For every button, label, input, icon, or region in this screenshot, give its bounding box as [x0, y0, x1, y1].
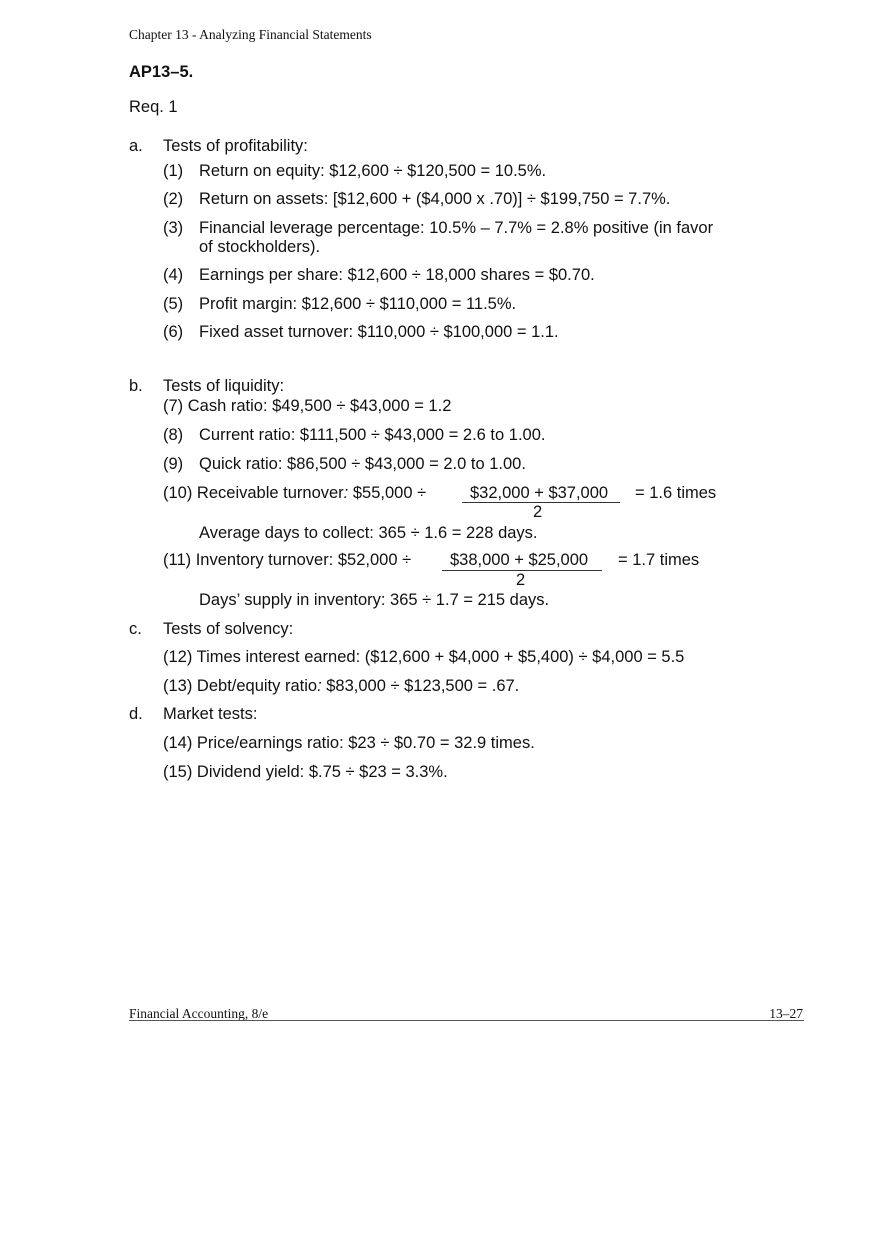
item-result: = 1.7 times — [618, 551, 700, 569]
item-times-interest: (12) Times interest earned: ($12,600 + $4,000 + $5,400) ÷ $4,000 = 5.5 — [163, 648, 685, 666]
item-text: Quick ratio: $86,500 ÷ $43,000 = 2.0 to 1.00. — [199, 455, 526, 473]
problem-title: AP13–5. — [129, 63, 194, 81]
item-subline: Average days to collect: 365 ÷ 1.6 = 228 days. — [199, 524, 538, 542]
footer-book-title: Financial Accounting, 8/e — [129, 1006, 269, 1021]
item-rest: $55,000 ÷ — [348, 484, 427, 502]
item-text: Fixed asset turnover: $110,000 ÷ $100,000 = 1.1. — [199, 323, 559, 341]
section-c-heading: Tests of solvency: — [163, 620, 294, 638]
requirement-label: Req. 1 — [129, 98, 178, 116]
fraction-numerator: $32,000 + $37,000 — [470, 484, 609, 502]
section-b-heading: Tests of liquidity: — [163, 377, 285, 395]
section-a-letter: a. — [129, 137, 143, 155]
item-number: (2) — [163, 190, 184, 208]
item-text-continued: of stockholders). — [199, 238, 321, 256]
section-c-letter: c. — [129, 620, 142, 638]
section-a-heading: Tests of profitability: — [163, 137, 308, 155]
item-number: (5) — [163, 295, 184, 313]
item-number: (3) — [163, 219, 184, 237]
item-colon: : — [317, 677, 322, 695]
fraction-numerator: $38,000 + $25,000 — [450, 551, 589, 569]
item-text: Return on assets: [$12,600 + ($4,000 x .70)] ÷ $199,750 = 7.7%. — [199, 190, 671, 208]
section-b-letter: b. — [129, 377, 143, 395]
item-lead: (10) Receivable turnover — [163, 484, 344, 502]
item-debt-equity — [163, 677, 519, 696]
item-lead: (13) Debt/equity ratio — [163, 677, 318, 695]
item-price-earnings: (14) Price/earnings ratio: $23 ÷ $0.70 = 32.9 times. — [163, 734, 535, 752]
footer-rule — [129, 1020, 804, 1021]
item-rest: $83,000 ÷ $123,500 = .67. — [321, 677, 520, 695]
item-subline: Days’ supply in inventory: 365 ÷ 1.7 = 215 days. — [199, 591, 550, 609]
running-header: Chapter 13 - Analyzing Financial Statements — [129, 27, 372, 42]
item-colon: : — [343, 484, 349, 502]
item-number: (4) — [163, 266, 184, 284]
item-text: Return on equity: $12,600 ÷ $120,500 = 10.5%. — [199, 162, 547, 180]
item-dividend-yield: (15) Dividend yield: $.75 ÷ $23 = 3.3%. — [163, 763, 448, 781]
section-d-heading: Market tests: — [163, 705, 258, 723]
item-cash-ratio: (7) Cash ratio: $49,500 ÷ $43,000 = 1.2 — [163, 397, 452, 415]
item-number: (6) — [163, 323, 184, 341]
item-result: = 1.6 times — [635, 484, 717, 502]
item-number: (1) — [163, 162, 184, 180]
item-text: Profit margin: $12,600 ÷ $110,000 = 11.5%. — [199, 295, 517, 313]
item-text: Financial leverage percentage: 10.5% – 7.7% = 2.8% positive (in favor — [199, 219, 714, 237]
footer-page-number: 13–27 — [769, 1006, 803, 1021]
item-inventory-turnover: (11) Inventory turnover: $52,000 ÷ — [163, 551, 412, 569]
fraction-denominator: 2 — [533, 503, 543, 521]
fraction-denominator: 2 — [516, 571, 526, 589]
item-text: Current ratio: $111,500 ÷ $43,000 = 2.6 to 1.00. — [199, 426, 546, 444]
item-number: (9) — [163, 455, 184, 473]
item-text: Earnings per share: $12,600 ÷ 18,000 shares = $0.70. — [199, 266, 595, 284]
item-number: (8) — [163, 426, 184, 444]
item-receivable-turnover — [163, 484, 426, 503]
section-d-letter: d. — [129, 705, 143, 723]
